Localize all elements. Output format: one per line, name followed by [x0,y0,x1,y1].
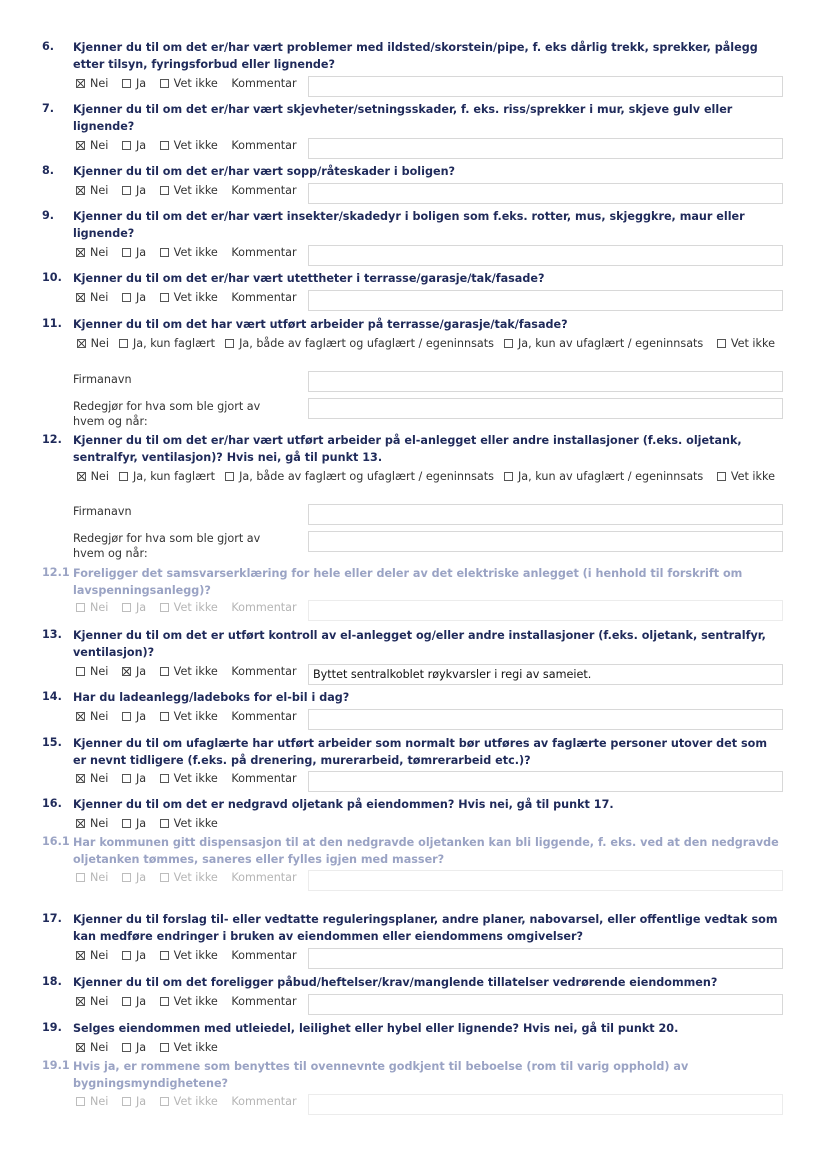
question-number: 12.1 [42,566,70,579]
nei-checkbox[interactable] [76,186,85,195]
redegjor-label: Redegjør for hva som ble gjort av hvem og når: [73,532,261,560]
nei-checkbox[interactable] [76,248,85,257]
kommentar-label: Kommentar [231,772,297,785]
question-number: 18. [42,975,62,988]
kommentar-label: Kommentar [231,949,297,962]
redegjor-field[interactable] [308,531,783,552]
firmanavn-field[interactable] [308,504,783,525]
answer-options: Nei Ja Vet ikke Kommentar [76,291,297,304]
kommentar-label: Kommentar [231,710,297,723]
comment-field[interactable] [308,948,783,969]
question-text: Har du ladeanlegg/ladeboks for el-bil i dag? [73,691,350,704]
question-text: Kjenner du til om det er/har vært skjevheter/setningsskader, f. eks. riss/sprekker i mur, skjeve gulv eller lignende? [73,103,733,133]
ja-checkbox [122,873,131,882]
ja-checkbox[interactable] [122,774,131,783]
ja-ufaglaert-checkbox[interactable] [504,339,513,348]
nei-checkbox [76,1097,85,1106]
ja-checkbox[interactable] [122,712,131,721]
vet-ikke-checkbox[interactable] [160,667,169,676]
ja-checkbox[interactable] [122,293,131,302]
question-text: Kjenner du til om det er utført kontroll av el-anlegget og/eller andre installasjoner (f.eks. oljetank, sentralfyr, ventilasjon)? [73,629,766,659]
ja-checkbox[interactable] [122,141,131,150]
ja-checkbox[interactable] [122,997,131,1006]
answer-options: Nei Ja Vet ikke Kommentar [76,772,297,785]
comment-field[interactable] [308,771,783,792]
vet-ikke-checkbox[interactable] [160,79,169,88]
ja-ufaglaert-checkbox[interactable] [504,472,513,481]
answer-options: Nei Ja Vet ikke [76,817,228,830]
question-text: Kjenner du til om det er/har vært utført arbeider på el-anlegget eller andre installasjoner (f.eks. oljetank, sentralfyr, ventilasjon)? Hvis nei, gå til punkt 13. [73,434,742,464]
ja-checkbox[interactable] [122,1043,131,1052]
ja-faglaert-checkbox[interactable] [119,339,128,348]
kommentar-label: Kommentar [231,77,297,90]
vet-ikke-checkbox[interactable] [160,141,169,150]
kommentar-label: Kommentar [231,291,297,304]
question-number: 14. [42,690,62,703]
question-text: Foreligger det samsvarserklæring for hele eller deler av det elektriske anlegget (i henhold til forskrift om lavspenningsanlegg)? [73,567,743,597]
answer-options: Nei Ja Vet ikke Kommentar [76,949,297,962]
ja-checkbox[interactable] [122,79,131,88]
comment-field[interactable]: Byttet sentralkoblet røykvarsler i regi av sameiet. [308,664,783,685]
answer-options: Nei Ja, kun faglært Ja, både av faglært og ufaglært / egeninnsats Ja, kun av ufaglært / egeninnsats Vet ikke [73,336,781,351]
nei-checkbox[interactable] [76,667,85,676]
kommentar-label: Kommentar [231,995,297,1008]
ja-checkbox[interactable] [122,186,131,195]
question-text: Hvis ja, er rommene som benyttes til ovennevnte godkjent til beboelse (rom til varig opphold) av bygningsmyndighetene? [73,1060,689,1090]
ja-begge-checkbox[interactable] [225,472,234,481]
ja-checkbox[interactable] [122,667,131,676]
comment-field [308,1094,783,1115]
kommentar-label: Kommentar [231,871,297,884]
vet-ikke-checkbox[interactable] [717,472,726,481]
nei-checkbox[interactable] [76,1043,85,1052]
question-number: 19.1 [42,1059,70,1072]
kommentar-label: Kommentar [231,139,297,152]
question-number: 11. [42,317,62,330]
nei-checkbox[interactable] [76,712,85,721]
comment-field [308,870,783,891]
question-text: Kjenner du til om det er/har vært utettheter i terrasse/garasje/tak/fasade? [73,272,545,285]
ja-checkbox[interactable] [122,951,131,960]
question-text: Kjenner du til om det er/har vært sopp/råteskader i boligen? [73,165,456,178]
comment-field [308,600,783,621]
question-text: Har kommunen gitt dispensasjon til at den nedgravde oljetanken kan bli liggende, f. eks. ved at den nedgravde oljetanken tømmes, saneres eller fylles igjen med masser? [73,836,779,866]
vet-ikke-checkbox [160,873,169,882]
answer-options: Nei Ja, kun faglært Ja, både av faglært og ufaglært / egeninnsats Ja, kun av ufaglært / egeninnsats Vet ikke [73,469,781,484]
redegjor-label: Redegjør for hva som ble gjort av hvem og når: [73,400,261,428]
answer-options: Nei Ja Vet ikke [76,1041,228,1054]
comment-field[interactable] [308,76,783,97]
answer-options: Nei Ja Vet ikke Kommentar [76,601,297,614]
kommentar-label: Kommentar [231,246,297,259]
vet-ikke-checkbox[interactable] [160,774,169,783]
question-number: 19. [42,1021,62,1034]
comment-field[interactable] [308,290,783,311]
vet-ikke-checkbox[interactable] [717,339,726,348]
firmanavn-field[interactable] [308,371,783,392]
question-number: 15. [42,736,62,749]
question-number: 9. [42,209,55,222]
ja-checkbox [122,1097,131,1106]
comment-field[interactable] [308,994,783,1015]
vet-ikke-checkbox[interactable] [160,712,169,721]
vet-ikke-checkbox[interactable] [160,951,169,960]
answer-options: Nei Ja Vet ikke Kommentar [76,710,297,723]
ja-checkbox[interactable] [122,819,131,828]
comment-field[interactable] [308,138,783,159]
vet-ikke-checkbox[interactable] [160,819,169,828]
question-number: 16. [42,797,62,810]
answer-options: Nei Ja Vet ikke Kommentar [76,246,297,259]
nei-checkbox[interactable] [76,293,85,302]
question-text: Kjenner du til forslag til- eller vedtatte reguleringsplaner, andre planer, nabovarsel, eller offentlige vedtak som kan medføre endringer i bruken av eiendommen eller eiendommens omgivelser? [73,913,778,943]
nei-checkbox [76,603,85,612]
vet-ikke-checkbox[interactable] [160,1043,169,1052]
redegjor-field[interactable] [308,398,783,419]
nei-checkbox[interactable] [76,774,85,783]
vet-ikke-checkbox [160,1097,169,1106]
kommentar-label: Kommentar [231,601,297,614]
kommentar-label: Kommentar [231,1095,297,1108]
firmanavn-label: Firmanavn [73,505,132,518]
nei-checkbox [76,873,85,882]
answer-options: Nei Ja Vet ikke Kommentar [76,77,297,90]
answer-options: Nei Ja Vet ikke Kommentar [76,871,297,884]
vet-ikke-checkbox [160,603,169,612]
question-number: 13. [42,628,62,641]
question-number: 7. [42,102,55,115]
nei-checkbox[interactable] [76,79,85,88]
ja-checkbox[interactable] [122,248,131,257]
firmanavn-label: Firmanavn [73,373,132,386]
nei-checkbox[interactable] [76,951,85,960]
question-text: Kjenner du til om det er/har vært insekter/skadedyr i boligen som f.eks. rotter, mus, skjeggkre, maur eller lignende? [73,210,745,240]
question-number: 12. [42,433,62,446]
answer-options: Nei Ja Vet ikke Kommentar [76,139,297,152]
vet-ikke-checkbox[interactable] [160,293,169,302]
nei-checkbox[interactable] [76,819,85,828]
question-number: 10. [42,271,62,284]
answer-options: Nei Ja Vet ikke Kommentar [76,995,297,1008]
question-text: Kjenner du til om det er/har vært problemer med ildsted/skorstein/pipe, f. eks dårlig trekk, sprekker, pålegg etter tilsyn, fyringsforbud eller lignende? [73,41,758,71]
vet-ikke-checkbox[interactable] [160,186,169,195]
comment-field[interactable] [308,709,783,730]
answer-options: Nei Ja Vet ikke Kommentar [76,184,297,197]
comment-field[interactable] [308,245,783,266]
answer-options: Nei Ja Vet ikke Kommentar [76,1095,297,1108]
nei-checkbox[interactable] [76,141,85,150]
answer-options: Nei Ja Vet ikke Kommentar [76,665,297,678]
ja-checkbox [122,603,131,612]
question-number: 8. [42,164,55,177]
nei-checkbox[interactable] [77,472,86,481]
question-text: Kjenner du til om ufaglærte har utført arbeider som normalt bør utføres av faglærte personer utover det som er nevnt tidligere (f.eks. på drenering, murerarbeid, tømrerarbeid etc.)? [73,737,767,767]
kommentar-label: Kommentar [231,665,297,678]
ja-begge-checkbox[interactable] [225,339,234,348]
question-text: Selges eiendommen med utleiedel, leilighet eller hybel eller lignende? Hvis nei, gå til punkt 20. [73,1022,679,1035]
comment-field[interactable] [308,183,783,204]
question-text: Kjenner du til om det er nedgravd oljetank på eiendommen? Hvis nei, gå til punkt 17. [73,798,614,811]
vet-ikke-checkbox[interactable] [160,997,169,1006]
question-text: Kjenner du til om det har vært utført arbeider på terrasse/garasje/tak/fasade? [73,318,568,331]
question-text: Kjenner du til om det foreligger påbud/heftelser/krav/manglende tillatelser vedrørende eiendommen? [73,976,718,989]
question-number: 17. [42,912,62,925]
nei-checkbox[interactable] [76,997,85,1006]
vet-ikke-checkbox[interactable] [160,248,169,257]
kommentar-label: Kommentar [231,184,297,197]
ja-faglaert-checkbox[interactable] [119,472,128,481]
question-number: 6. [42,40,55,53]
question-number: 16.1 [42,835,70,848]
nei-checkbox[interactable] [77,339,86,348]
